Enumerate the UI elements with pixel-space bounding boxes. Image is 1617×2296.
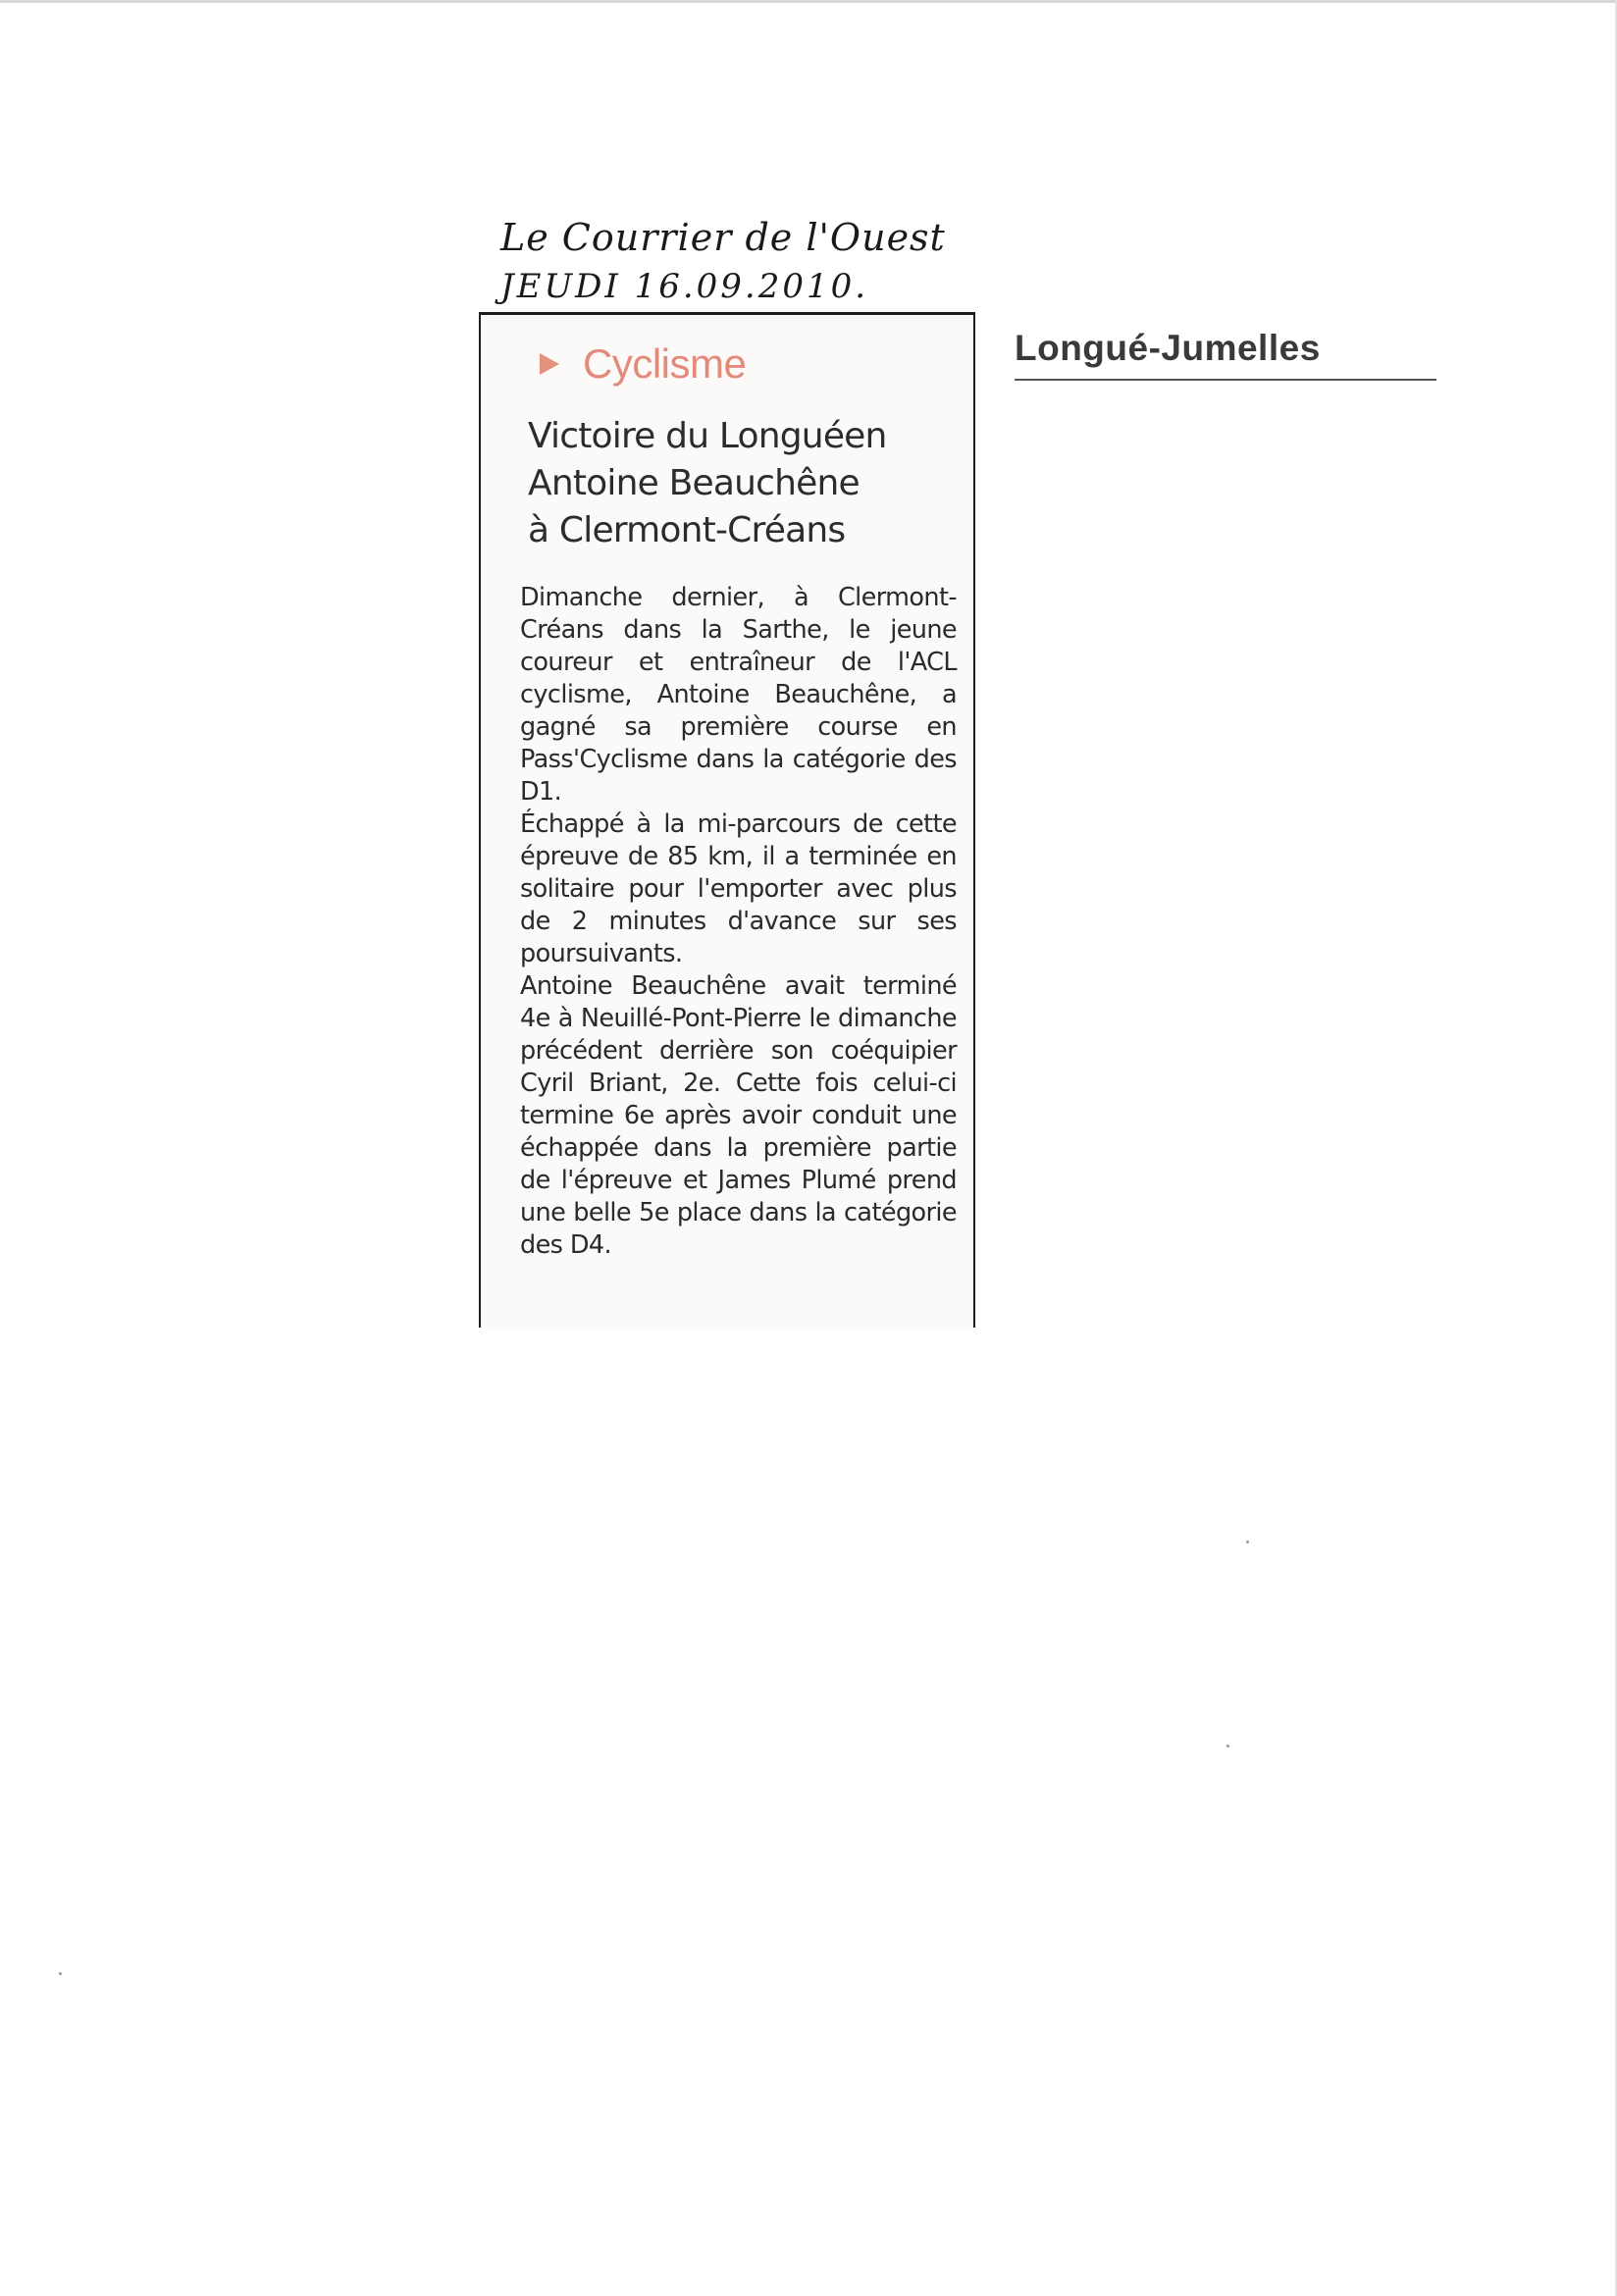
headline-line: Antoine Beauchêne: [528, 463, 860, 503]
scan-speck: [59, 1972, 62, 1975]
article-paragraph: Antoine Beauchêne avait terminé 4e à Neuillé-Pont-Pierre le dimanche précédent derrière son coéquipier Cyril Briant, 2e. Cette fois celui-ci termine 6e après avoir conduit une échappée dans la première partie de l'épreuve et James Plumé prend une belle 5e place dans la catégorie des D4.: [520, 971, 957, 1260]
article-headline: [528, 413, 960, 554]
triangle-arrow-icon: [540, 353, 559, 375]
section-underline: [1015, 379, 1436, 381]
article-body: [520, 582, 957, 1262]
handwritten-annotation: [500, 216, 991, 314]
newspaper-clipping: [479, 312, 975, 1328]
scan-speck: [1246, 1540, 1249, 1543]
handwritten-date: JEUDI 16.09.2010.: [500, 267, 869, 306]
scan-speck: [1226, 1745, 1229, 1748]
handwritten-publication: Le Courrier de l'Ouest: [500, 216, 946, 259]
rubric: [540, 337, 746, 391]
article-paragraph: Dimanche dernier, à Clermont-Créans dans la Sarthe, le jeune coureur et entraîneur de l'ACL cyclisme, Antoine Beauchêne, a gagné sa première course en Pass'Cyclisme dans la catégorie des D1.: [520, 583, 957, 807]
article-paragraph: Échappé à la mi-parcours de cette épreuve de 85 km, il a terminée en solitaire pour l'emporter avec plus de 2 minutes d'avance sur ses poursuivants.: [520, 809, 957, 968]
headline-line: à Clermont-Créans: [528, 510, 846, 550]
headline-line: Victoire du Longuéen: [528, 416, 887, 456]
section-label: Longué-Jumelles: [1015, 328, 1321, 368]
scan-top-edge: [0, 0, 1617, 3]
rubric-label: Cyclisme: [583, 340, 747, 387]
